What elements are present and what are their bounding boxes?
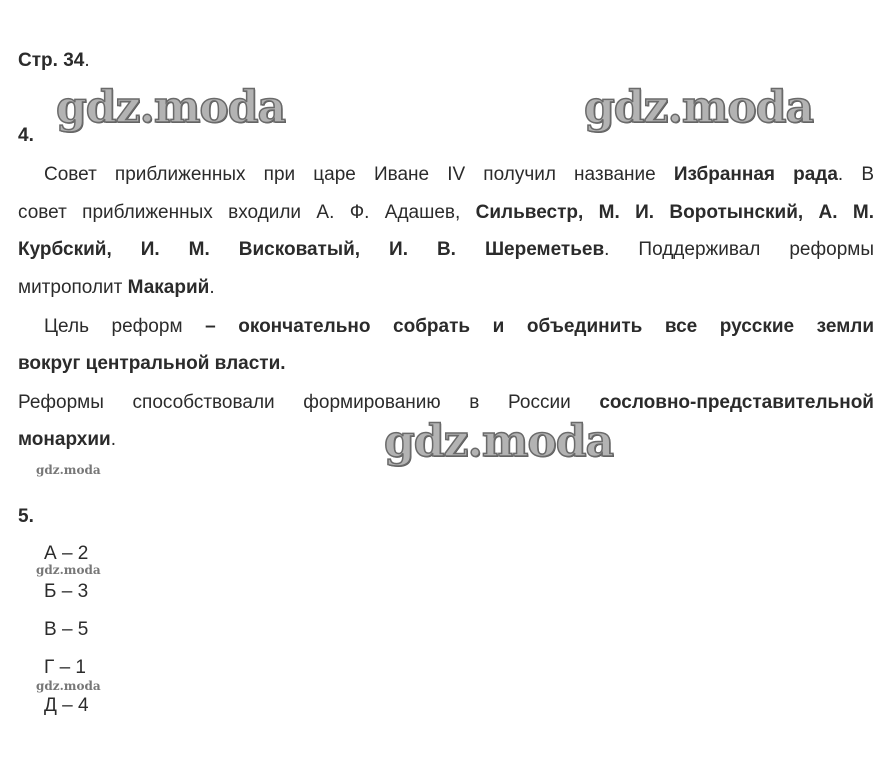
task4-p1-l2-bold: Сильвестр, М. И. Воротынский, А. М. xyxy=(475,202,875,223)
task4-p3-line2 xyxy=(18,429,874,451)
task5-number: 5. xyxy=(18,506,34,527)
task5-answer-5: Д – 4 xyxy=(44,695,89,716)
page-label xyxy=(18,50,90,72)
task4-term-izbrannaya-rada: Избранная рада xyxy=(673,164,838,185)
task4-p2-l1-text: Цель реформ xyxy=(44,316,206,337)
page-label-text: Стр. 34 xyxy=(18,50,85,71)
task4-p3-line1 xyxy=(18,392,874,414)
task5-answer-1: А – 2 xyxy=(44,543,89,564)
task4-p1-l4-tail: . xyxy=(209,277,215,298)
task4-p1-l3-text: . Поддерживал реформы xyxy=(604,239,874,260)
watermark-middle: gdz.moda xyxy=(384,416,614,467)
task4-p2-line2: вокруг центральной власти. xyxy=(18,353,286,374)
watermark-top-left: gdz.moda xyxy=(56,82,286,133)
task4-p1-l4-text: митрополит xyxy=(18,277,128,298)
task4-p1-line3 xyxy=(18,239,874,261)
task4-p1-l1-tail: . В xyxy=(837,164,874,185)
task4-p1-line2 xyxy=(18,202,874,224)
watermark-small-1: gdz.moda xyxy=(36,463,101,477)
watermark-small-3: gdz.moda xyxy=(36,679,101,693)
task4-p1-line1 xyxy=(44,164,874,186)
task4-p2-l1-bold: – окончательно собрать и объединить все русские земли xyxy=(205,316,874,337)
task4-p1-l2-text: совет приближенных входили А. Ф. Адашев, xyxy=(18,202,476,223)
task4-p3-l1-text: Реформы способствовали формированию в России xyxy=(18,392,600,413)
task4-p2-line1 xyxy=(44,316,874,338)
task4-p3-l1-bold: сословно-представительной xyxy=(599,392,874,413)
watermark-top-right: gdz.moda xyxy=(584,82,814,133)
task4-p3-l2-tail: . xyxy=(110,429,117,450)
task4-p1-line4 xyxy=(18,277,874,299)
task4-term-monarkhii: монархии xyxy=(18,429,111,450)
task4-term-makariy: Макарий xyxy=(127,277,210,298)
page-label-dot: . xyxy=(84,50,90,71)
task4-p1-l1-text: Совет приближенных при царе Иване IV получил название xyxy=(44,164,674,185)
task5-answer-4: Г – 1 xyxy=(44,657,86,678)
task5-answer-2: Б – 3 xyxy=(44,581,89,602)
watermark-small-2: gdz.moda xyxy=(36,563,101,577)
task4-number: 4. xyxy=(18,125,34,146)
task4-p1-l3-bold: Курбский, И. М. Висковатый, И. В. Шереметьев xyxy=(18,239,605,260)
task5-answer-3: В – 5 xyxy=(44,619,89,640)
